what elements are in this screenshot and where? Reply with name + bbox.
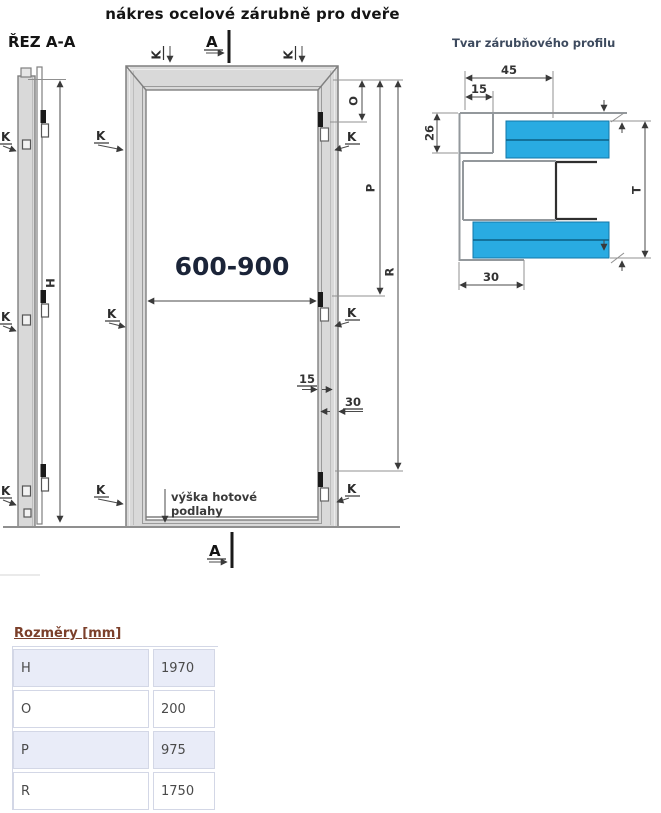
section-view xyxy=(0,32,76,527)
table-row xyxy=(13,649,218,687)
table-cell-label: H xyxy=(13,649,149,687)
svg-text:30: 30 xyxy=(345,395,362,409)
svg-text:K: K xyxy=(107,307,117,321)
svg-text:45: 45 xyxy=(500,63,518,77)
left-jamb-anchor-labels xyxy=(94,129,125,504)
profile-dim-26 xyxy=(423,113,459,153)
profile-dim-15 xyxy=(466,82,493,112)
svg-text:K: K xyxy=(347,130,357,144)
table-cell-value: 1750 xyxy=(153,772,215,810)
svg-text:K: K xyxy=(149,50,164,60)
dim-label-width: 600-900 xyxy=(174,252,290,281)
section-cut-mark-top xyxy=(204,30,229,63)
table-cell-label: O xyxy=(13,690,149,728)
profile-title: Tvar zárubňového profilu xyxy=(452,36,616,50)
table-row xyxy=(13,772,218,810)
svg-text:T: T xyxy=(629,186,644,194)
table-row xyxy=(13,690,218,728)
svg-text:30: 30 xyxy=(482,270,500,284)
head-anchor-labels xyxy=(150,46,303,62)
svg-text:A: A xyxy=(209,542,221,560)
profile-view xyxy=(423,36,652,290)
section-cut-mark-bottom xyxy=(207,532,232,568)
svg-text:15: 15 xyxy=(299,372,316,386)
table-cell-value: 1970 xyxy=(153,649,215,687)
svg-text:podlahy: podlahy xyxy=(171,504,223,518)
dimensions-table-title: Rozměry [mm] xyxy=(14,626,122,641)
svg-text:výška hotové: výška hotové xyxy=(171,490,258,504)
dim-label-h: H xyxy=(43,278,58,288)
section-top-tab xyxy=(21,68,31,77)
svg-text:K: K xyxy=(96,129,106,143)
svg-text:K: K xyxy=(1,310,11,324)
svg-text:K: K xyxy=(96,483,106,497)
svg-text:K: K xyxy=(1,484,11,498)
svg-text:A: A xyxy=(206,33,218,51)
svg-text:K: K xyxy=(281,50,296,60)
drawing-title: nákres ocelové zárubně pro dveře xyxy=(105,5,400,23)
svg-text:K: K xyxy=(347,306,357,320)
dim-label-p: P xyxy=(363,183,378,193)
dim-label-r: R xyxy=(382,267,397,277)
svg-text:K: K xyxy=(347,482,357,496)
table-cell-label: P xyxy=(13,731,149,769)
table-cell-value: 975 xyxy=(153,731,215,769)
svg-text:K: K xyxy=(1,130,11,144)
table-cell-value: 200 xyxy=(153,690,215,728)
door-opening xyxy=(146,90,318,520)
section-anchor-labels xyxy=(0,130,16,505)
svg-text:26: 26 xyxy=(422,124,437,142)
section-view-title: ŘEZ A-A xyxy=(8,33,76,51)
profile-dim-t xyxy=(610,121,651,258)
profile-dim-30 xyxy=(459,260,524,290)
table-cell-label: R xyxy=(13,772,149,810)
dimensions-table-rows xyxy=(12,646,218,810)
dim-label-o: O xyxy=(346,96,361,106)
dim-opr xyxy=(330,80,403,471)
table-row xyxy=(13,731,218,769)
dimensions-table xyxy=(12,626,218,813)
svg-text:15: 15 xyxy=(470,82,488,96)
